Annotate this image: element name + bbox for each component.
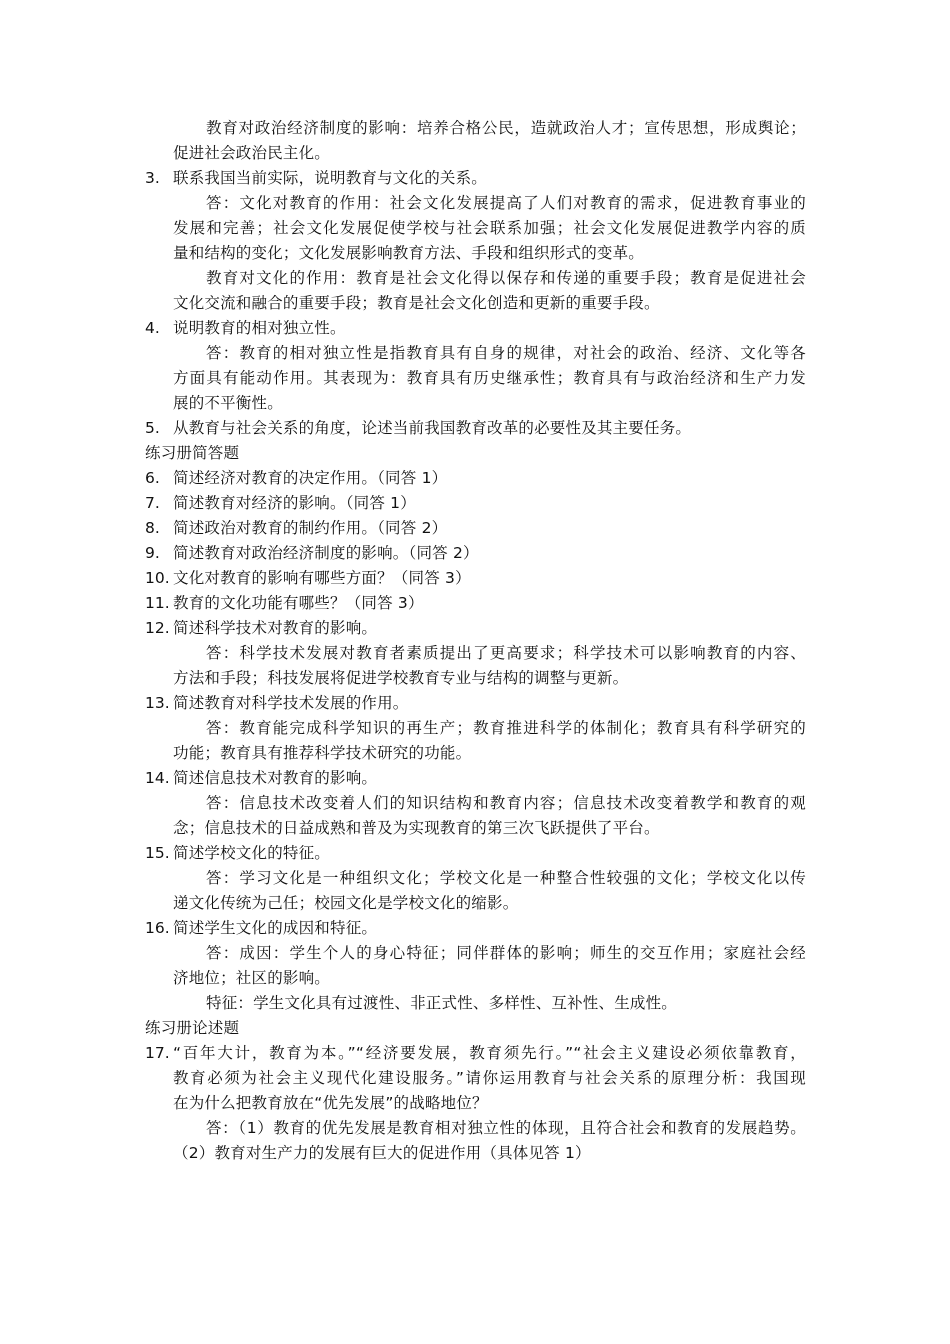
question-number: 16. [145,919,170,937]
answer-line: 济地位；社区的影响。 [173,969,331,987]
answer-line: 功能；教育具有推荐科学技术研究的功能。 [173,744,472,762]
question-text: 简述经济对教育的决定作用。（同答 1） [173,469,448,487]
question-text: 联系我国当前实际，说明教育与文化的关系。 [173,169,488,187]
answer-line: 方面具有能动作用。其表现为：教育具有历史继承性；教育具有与政治经济和生产力发 [173,369,806,387]
answer-line: 答：文化对教育的作用：社会文化发展提高了人们对教育的需求，促进教育事业的 [206,194,806,212]
question-number: 11. [145,594,170,612]
question-number: 5. [145,419,160,437]
question-number: 9. [145,544,160,562]
answer-line: 展的不平衡性。 [173,394,283,412]
answer-line: （2）教育对生产力的发展有巨大的促进作用（具体见答 1） [173,1144,591,1162]
answer-line: 递文化传统为己任；校园文化是学校文化的缩影。 [173,894,519,912]
question-text: 教育的文化功能有哪些？（同答 3） [173,594,424,612]
question-number: 12. [145,619,170,637]
answer-line: 答：学习文化是一种组织文化；学校文化是一种整合性较强的文化；学校文化以传 [206,869,806,887]
question-number: 17. [145,1044,170,1062]
question-text: 简述信息技术对教育的影响。 [173,769,378,787]
answer-line: 文化交流和融合的重要手段；教育是社会文化创造和更新的重要手段。 [173,294,660,312]
question-number: 6. [145,469,160,487]
question-text: 简述教育对经济的影响。（同答 1） [173,494,416,512]
question-number: 15. [145,844,170,862]
answer-line: 念；信息技术的日益成熟和普及为实现教育的第三次飞跃提供了平台。 [173,819,660,837]
answer-line: 答：科学技术发展对教育者素质提出了更高要求；科学技术可以影响教育的内容、 [206,644,806,662]
question-text: 简述学校文化的特征。 [173,844,331,862]
question-text: 简述学生文化的成因和特征。 [173,919,378,937]
paragraph-line: 促进社会政治民主化。 [173,144,331,162]
answer-line: 量和结构的变化；文化发展影响教育方法、手段和组织形式的变革。 [173,244,645,262]
question-text: 简述政治对教育的制约作用。（同答 2） [173,519,448,537]
question-text: 简述教育对政治经济制度的影响。（同答 2） [173,544,479,562]
question-number: 10. [145,569,170,587]
answer-line: 答：（1）教育的优先发展是教育相对独立性的体现，且符合社会和教育的发展趋势。 [206,1119,806,1137]
question-text: 文化对教育的影响有哪些方面？（同答 3） [173,569,471,587]
question-number: 13. [145,694,170,712]
section-heading: 练习册论述题 [145,1019,240,1037]
question-number: 7. [145,494,160,512]
answer-line: 教育对文化的作用：教育是社会文化得以保存和传递的重要手段；教育是促进社会 [206,269,806,287]
question-text: “百年大计，教育为本。”“经济要发展，教育须先行。”“社会主义建设必须依靠教育， [173,1044,806,1062]
answer-line: 答：教育的相对独立性是指教育具有自身的规律，对社会的政治、经济、文化等各 [206,344,806,362]
question-text: 说明教育的相对独立性。 [173,319,346,337]
answer-line: 答：信息技术改变着人们的知识结构和教育内容；信息技术改变着教学和教育的观 [206,794,806,812]
answer-line: 答：成因：学生个人的身心特征；同伴群体的影响；师生的交互作用；家庭社会经 [206,944,806,962]
question-number: 4. [145,319,160,337]
section-heading: 练习册简答题 [145,444,240,462]
question-text: 从教育与社会关系的角度，论述当前我国教育改革的必要性及其主要任务。 [173,419,692,437]
paragraph-line: 教育对政治经济制度的影响：培养合格公民，造就政治人才；宣传思想，形成舆论； [206,119,806,137]
question-text: 简述科学技术对教育的影响。 [173,619,378,637]
answer-line: 发展和完善；社会文化发展促使学校与社会联系加强；社会文化发展促进教学内容的质 [173,219,806,237]
question-number: 14. [145,769,170,787]
question-text: 教育必须为社会主义现代化建设服务。”请你运用教育与社会关系的原理分析：我国现 [173,1069,806,1087]
answer-line: 方法和手段；科技发展将促进学校教育专业与结构的调整与更新。 [173,669,629,687]
answer-line: 特征：学生文化具有过渡性、非正式性、多样性、互补性、生成性。 [206,994,678,1012]
question-number: 8. [145,519,160,537]
question-text: 在为什么把教育放在“优先发展”的战略地位？ [173,1094,488,1112]
answer-line: 答：教育能完成科学知识的再生产；教育推进科学的体制化；教育具有科学研究的 [206,719,806,737]
question-number: 3. [145,169,160,187]
question-text: 简述教育对科学技术发展的作用。 [173,694,409,712]
